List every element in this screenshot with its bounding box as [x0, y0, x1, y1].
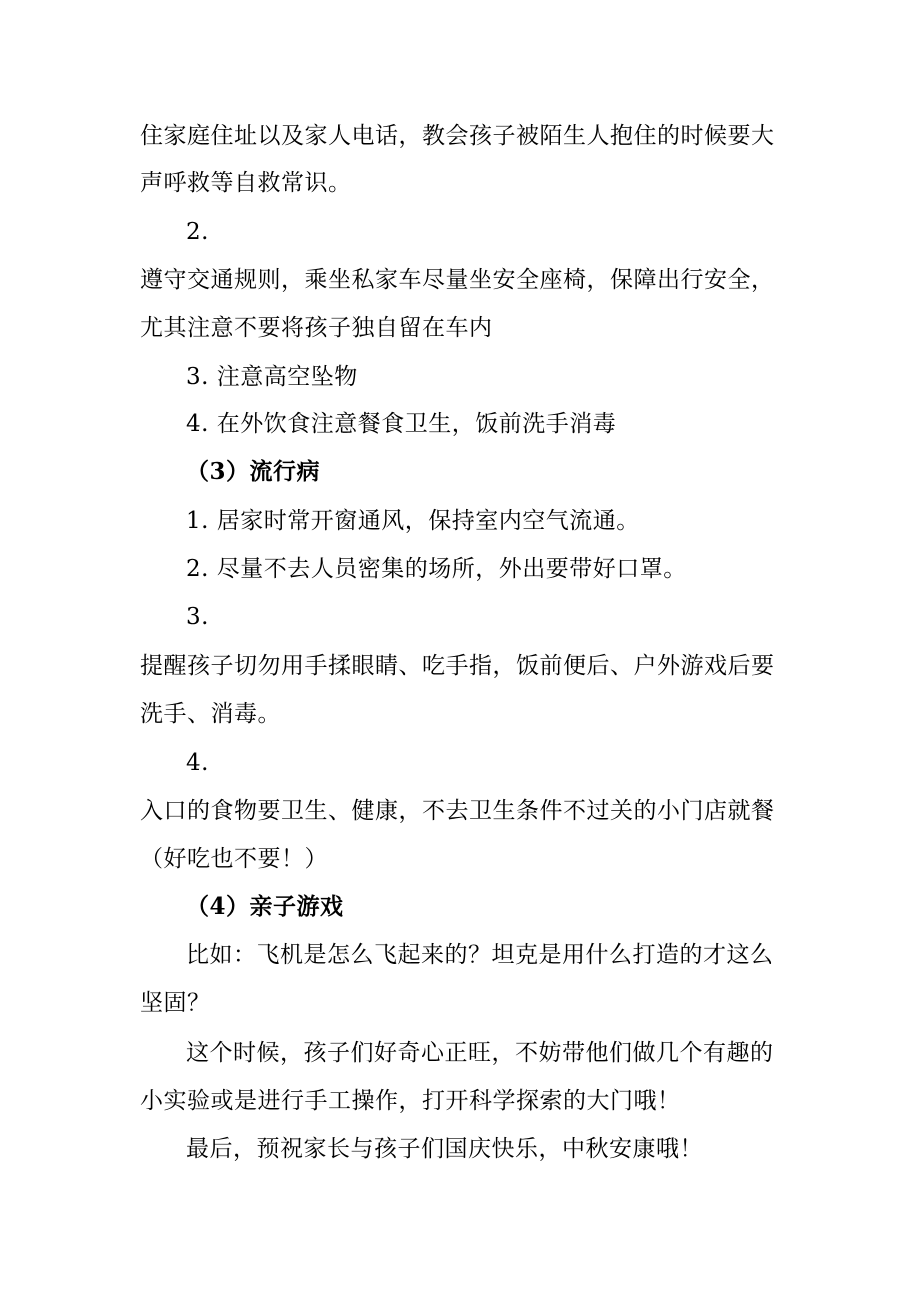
section3-item4-line1: 入口的食物要卫生、健康，不去卫生条件不过关的小门店就餐 — [140, 798, 775, 824]
section3-heading: （3）流行病 — [186, 458, 321, 485]
section4-para1-line1: 比如：飞机是怎么飞起来的？坦克是用什么打造的才这么 — [186, 942, 774, 968]
section4-para2-line2: 小实验或是进行手工操作，打开科学探索的大门哦！ — [140, 1088, 681, 1114]
para1-line2: 声呼救等自救常识。 — [140, 170, 352, 196]
section4-heading: （4）亲子游戏 — [186, 893, 344, 920]
item2-line1: 遵守交通规则，乘坐私家车尽量坐安全座椅，保障出行安全， — [140, 267, 775, 293]
section4-para2-line1: 这个时候，孩子们好奇心正旺，不妨带他们做几个有趣的 — [186, 1040, 774, 1066]
item2-line2: 尤其注意不要将孩子独自留在车内 — [140, 315, 493, 341]
section3-item2: 2. 尽量不去人员密集的场所，外出要带好口罩。 — [186, 556, 687, 582]
section3-item1: 1. 居家时常开窗通风，保持室内空气流通。 — [186, 508, 640, 534]
section4-para3: 最后，预祝家长与孩子们国庆快乐，中秋安康哦！ — [186, 1136, 703, 1162]
section3-item4-line2: （好吃也不要！） — [140, 846, 328, 872]
item3-text: 3. 注意高空坠物 — [186, 364, 358, 390]
section3-item4-number: 4. — [186, 750, 209, 776]
section4-para1-line2: 坚固？ — [140, 990, 211, 1016]
section3-item3-line1: 提醒孩子切勿用手揉眼睛、吃手指，饭前便后、户外游戏后要 — [140, 653, 775, 679]
item2-number: 2. — [186, 219, 209, 245]
para1-line1: 住家庭住址以及家人电话，教会孩子被陌生人抱住的时候要大 — [140, 123, 775, 149]
section3-item3-line2: 洗手、消毒。 — [140, 701, 281, 727]
section3-item3-number: 3. — [186, 604, 209, 630]
item4-text: 4. 在外饮食注意餐食卫生，饭前洗手消毒 — [186, 411, 617, 437]
